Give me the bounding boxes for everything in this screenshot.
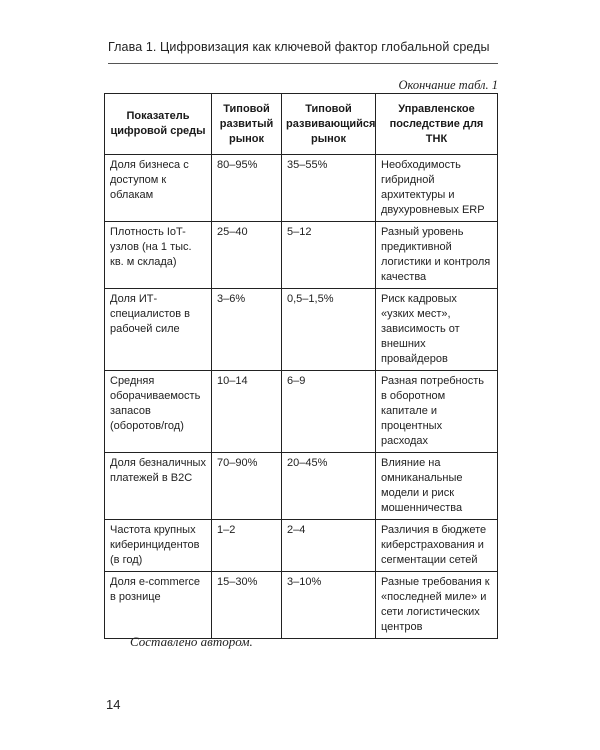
table-cell: Доля бизнеса с доступом к облакам — [105, 155, 212, 222]
page-number: 14 — [106, 697, 121, 712]
table-cell: 3–10% — [282, 572, 376, 639]
table-cell: 20–45% — [282, 453, 376, 520]
table-cell: 2–4 — [282, 520, 376, 572]
column-header: Показатель цифровой среды — [105, 94, 212, 155]
table-cell: 25–40 — [212, 222, 282, 289]
column-header: Управленское последствие для ТНК — [376, 94, 498, 155]
table-cell: 35–55% — [282, 155, 376, 222]
table-cell: 70–90% — [212, 453, 282, 520]
table-cell: Влияние на омниканальные модели и риск мошенничества — [376, 453, 498, 520]
table-header-row — [105, 94, 498, 155]
table-cell: Разная потребность в оборотном капитале и процентных расходах — [376, 371, 498, 453]
table-cell: 80–95% — [212, 155, 282, 222]
column-header: Типовой развивающийся рынок — [282, 94, 376, 155]
table-cell: 0,5–1,5% — [282, 289, 376, 371]
table-row — [105, 572, 498, 639]
table-cell: Средняя оборачиваемость запасов (оборотов/год) — [105, 371, 212, 453]
table-cell: Доля ИТ-специалистов в рабочей силе — [105, 289, 212, 371]
table-cell: 10–14 — [212, 371, 282, 453]
table-cell: Плотность IoT-узлов (на 1 тыс. кв. м склада) — [105, 222, 212, 289]
source-note: Составлено автором. — [130, 634, 253, 649]
running-head: Глава 1. Цифровизация как ключевой фактор глобальной среды — [108, 40, 490, 54]
table-cell: Частота крупных киберинцидентов (в год) — [105, 520, 212, 572]
table-row — [105, 371, 498, 453]
table-row — [105, 155, 498, 222]
table-cell: 5–12 — [282, 222, 376, 289]
table-continuation-note: Окончание табл. 1 — [398, 78, 498, 92]
table-cell: 15–30% — [212, 572, 282, 639]
table-cell: Доля безналичных платежей в B2C — [105, 453, 212, 520]
table-cell: Различия в бюджете киберстрахования и сегментации сетей — [376, 520, 498, 572]
table-cell: Разный уровень предиктивной логистики и контроля качества — [376, 222, 498, 289]
data-table — [104, 93, 498, 639]
table-cell: Разные требования к «последней миле» и сети логистических центров — [376, 572, 498, 639]
table-cell: 3–6% — [212, 289, 282, 371]
table-cell: Риск кадровых «узких мест», зависимость от внешних провайдеров — [376, 289, 498, 371]
table-row — [105, 222, 498, 289]
table-cell: 1–2 — [212, 520, 282, 572]
table-row — [105, 520, 498, 572]
column-header: Типовой развитый рынок — [212, 94, 282, 155]
table-row — [105, 289, 498, 371]
table-cell: Необходимость гибридной архитектуры и двухуровневых ERP — [376, 155, 498, 222]
header-divider — [108, 63, 498, 64]
table-cell: 6–9 — [282, 371, 376, 453]
table-row — [105, 453, 498, 520]
table-cell: Доля e-commerce в рознице — [105, 572, 212, 639]
